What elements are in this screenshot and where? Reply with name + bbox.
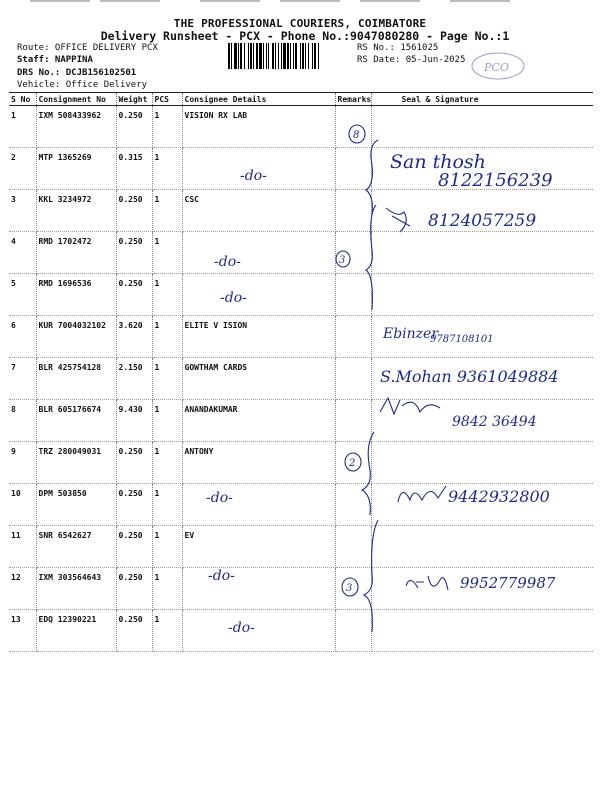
cell-consignment: EDQ 12390221 xyxy=(36,610,116,652)
cell-sno: 13 xyxy=(9,610,36,652)
cell-weight: 0.250 xyxy=(116,484,152,526)
cell-sno: 5 xyxy=(9,274,36,316)
ditto-row-12: -do- xyxy=(208,568,235,584)
sig-7: S.Mohan 9361049884 xyxy=(380,367,559,386)
table-header-row xyxy=(9,93,593,106)
table-row xyxy=(9,400,593,442)
col-sno: S No xyxy=(9,93,36,106)
table-row xyxy=(9,358,593,400)
cell-remarks xyxy=(335,610,371,652)
barcode-bar xyxy=(238,43,239,69)
cell-signature xyxy=(371,568,593,610)
cell-weight: 2.150 xyxy=(116,358,152,400)
cell-sno: 11 xyxy=(9,526,36,568)
cell-consignee xyxy=(182,274,335,316)
barcode-bar xyxy=(244,43,245,69)
cell-signature xyxy=(371,106,593,148)
table-row xyxy=(9,148,593,190)
col-consignment: Consignment No xyxy=(36,93,116,106)
barcode-bar xyxy=(250,43,252,69)
sig-6-name: Ebinzer xyxy=(383,326,439,342)
cell-pcs: 1 xyxy=(152,148,182,190)
barcode-bar xyxy=(281,43,282,69)
barcode-bar xyxy=(268,43,269,69)
table-row xyxy=(9,190,593,232)
remark-4: 3 xyxy=(339,255,346,266)
cell-signature xyxy=(371,190,593,232)
barcode-bar xyxy=(256,43,258,69)
table-row xyxy=(9,442,593,484)
cell-signature xyxy=(371,484,593,526)
cell-consignment: TRZ 280049031 xyxy=(36,442,116,484)
cell-signature xyxy=(371,316,593,358)
cell-sno: 9 xyxy=(9,442,36,484)
cell-consignment: RMD 1702472 xyxy=(36,232,116,274)
remark-12: 3 xyxy=(346,583,353,594)
barcode-bar xyxy=(259,43,262,69)
cell-remarks xyxy=(335,358,371,400)
drs-label: DRS No.: DCJB156102501 xyxy=(17,68,137,78)
cell-pcs: 1 xyxy=(152,526,182,568)
barcode-bar xyxy=(228,43,230,69)
barcode-bar xyxy=(278,43,279,69)
scan-top-marks xyxy=(30,0,550,6)
barcode-bar xyxy=(293,43,294,69)
staff-label: Staff: NAPPINA xyxy=(17,55,93,65)
cell-weight: 0.250 xyxy=(116,106,152,148)
cell-remarks xyxy=(335,274,371,316)
table-row xyxy=(9,526,593,568)
cell-consignee: ELITE V ISION xyxy=(182,316,335,358)
cell-pcs: 1 xyxy=(152,274,182,316)
cell-consignee: ANTONY xyxy=(182,442,335,484)
cell-consignee: GOWTHAM CARDS xyxy=(182,358,335,400)
rs-date: RS Date: 05-Jun-2025 xyxy=(357,55,466,65)
remark-1: 8 xyxy=(353,130,360,141)
cell-remarks xyxy=(335,526,371,568)
barcode-bar xyxy=(305,43,306,69)
vehicle-label: Vehicle: Office Delivery xyxy=(17,80,148,90)
cell-signature xyxy=(371,274,593,316)
ditto-row-4: -do- xyxy=(214,254,241,270)
table-row xyxy=(9,316,593,358)
barcode-bar xyxy=(240,43,242,69)
barcode-bar xyxy=(302,43,304,69)
cell-sno: 10 xyxy=(9,484,36,526)
ditto-row-10: -do- xyxy=(206,490,233,506)
cell-remarks xyxy=(335,106,371,148)
cell-weight: 0.250 xyxy=(116,190,152,232)
cell-sno: 8 xyxy=(9,400,36,442)
cell-remarks xyxy=(335,400,371,442)
cell-signature xyxy=(371,526,593,568)
cell-consignment: BLR 425754128 xyxy=(36,358,116,400)
sig-6-phone: 9787108101 xyxy=(430,334,494,345)
table-row xyxy=(9,568,593,610)
cell-weight: 0.250 xyxy=(116,568,152,610)
barcode-bar xyxy=(263,43,264,69)
cell-sno: 6 xyxy=(9,316,36,358)
cell-signature xyxy=(371,358,593,400)
cell-signature xyxy=(371,400,593,442)
barcode-bar xyxy=(295,43,297,69)
cell-signature xyxy=(371,610,593,652)
barcode-bar xyxy=(266,43,267,69)
cell-pcs: 1 xyxy=(152,610,182,652)
cell-weight: 0.250 xyxy=(116,442,152,484)
cell-pcs: 1 xyxy=(152,568,182,610)
cell-consignment: IXM 303564643 xyxy=(36,568,116,610)
table-row xyxy=(9,610,593,652)
cell-consignee: CSC xyxy=(182,190,335,232)
col-remarks: Remarks xyxy=(335,93,371,106)
barcode-bar xyxy=(290,43,291,69)
cell-consignment: MTP 1365269 xyxy=(36,148,116,190)
barcode-bar xyxy=(231,43,232,69)
cell-consignment: BLR 605176674 xyxy=(36,400,116,442)
company-title: THE PROFESSIONAL COURIERS, COIMBATORE xyxy=(173,17,427,30)
cell-consignee xyxy=(182,610,335,652)
cell-remarks xyxy=(335,442,371,484)
cell-consignment: SNR 6542627 xyxy=(36,526,116,568)
cell-remarks xyxy=(335,484,371,526)
barcode-bar xyxy=(272,43,274,69)
barcode-bar xyxy=(253,43,254,69)
cell-consignee xyxy=(182,148,335,190)
col-consignee: Consignee Details xyxy=(182,93,335,106)
cell-consignee xyxy=(182,568,335,610)
cell-remarks xyxy=(335,190,371,232)
cell-consignment: KUR 7004032102 xyxy=(36,316,116,358)
cell-weight: 0.315 xyxy=(116,148,152,190)
barcode-bar xyxy=(287,43,289,69)
barcode-bar xyxy=(248,43,249,69)
cell-consignment: IXM 508433962 xyxy=(36,106,116,148)
cell-weight: 0.250 xyxy=(116,526,152,568)
cell-weight: 3.620 xyxy=(116,316,152,358)
cell-consignee xyxy=(182,484,335,526)
col-signature: Seal & Signature xyxy=(371,93,593,106)
cell-weight: 0.250 xyxy=(116,232,152,274)
remark-9: 2 xyxy=(349,458,356,469)
cell-remarks xyxy=(335,232,371,274)
route-label: Route: OFFICE DELIVERY PCX xyxy=(17,43,158,53)
col-weight: Weight xyxy=(116,93,152,106)
cell-pcs: 1 xyxy=(152,232,182,274)
ditto-row-2: -do- xyxy=(240,168,267,184)
cell-remarks xyxy=(335,316,371,358)
table-row xyxy=(9,232,593,274)
cell-pcs: 1 xyxy=(152,316,182,358)
cell-signature xyxy=(371,232,593,274)
cell-consignee: EV xyxy=(182,526,335,568)
cell-pcs: 1 xyxy=(152,400,182,442)
col-pcs: PCS xyxy=(152,93,182,106)
cell-weight: 9.430 xyxy=(116,400,152,442)
table-row xyxy=(9,106,593,148)
sig-12-phone: 9952779987 xyxy=(460,574,556,592)
sig-10-phone: 9442932800 xyxy=(448,487,550,506)
ditto-row-5: -do- xyxy=(220,290,247,306)
cell-weight: 0.250 xyxy=(116,274,152,316)
runsheet-title: Delivery Runsheet - PCX - Phone No.:9047080280 - Page No.:1 xyxy=(100,29,510,43)
cell-pcs: 1 xyxy=(152,358,182,400)
table-row xyxy=(9,274,593,316)
barcode-bar xyxy=(275,43,276,69)
cell-pcs: 1 xyxy=(152,190,182,232)
sig-2-name: San thosh xyxy=(390,151,486,173)
cell-pcs: 1 xyxy=(152,484,182,526)
sig-2-phone: 8122156239 xyxy=(438,170,553,191)
cell-pcs: 1 xyxy=(152,106,182,148)
cell-signature xyxy=(371,148,593,190)
barcode-bar xyxy=(283,43,286,69)
cell-pcs: 1 xyxy=(152,442,182,484)
office-stamp xyxy=(468,50,526,82)
cell-weight: 0.250 xyxy=(116,610,152,652)
cell-consignee xyxy=(182,232,335,274)
cell-consignment: KKL 3234972 xyxy=(36,190,116,232)
barcode-bar xyxy=(312,43,313,69)
rs-number: RS No.: 1561025 xyxy=(357,43,439,53)
cell-sno: 1 xyxy=(9,106,36,148)
sig-3-phone: 8124057259 xyxy=(428,211,537,231)
runsheet-table xyxy=(9,92,593,652)
stamp-text: PCO xyxy=(484,61,509,74)
barcode-bar xyxy=(234,43,237,69)
barcode-bar xyxy=(308,43,309,69)
cell-sno: 3 xyxy=(9,190,36,232)
cell-consignee: ANANDAKUMAR xyxy=(182,400,335,442)
cell-sno: 7 xyxy=(9,358,36,400)
barcode-bar xyxy=(318,43,319,69)
sig-8-phone: 9842 36494 xyxy=(452,414,537,430)
cell-sno: 2 xyxy=(9,148,36,190)
cell-remarks xyxy=(335,568,371,610)
table-row xyxy=(9,484,593,526)
cell-sno: 12 xyxy=(9,568,36,610)
barcode xyxy=(228,43,352,69)
cell-sno: 4 xyxy=(9,232,36,274)
barcode-bar xyxy=(314,43,316,69)
cell-consignment: DPM 503850 xyxy=(36,484,116,526)
ditto-row-13: -do- xyxy=(228,620,255,636)
cell-consignment: RMD 1696536 xyxy=(36,274,116,316)
barcode-bar xyxy=(300,43,301,69)
cell-signature xyxy=(371,442,593,484)
cell-consignee: VISION RX LAB xyxy=(182,106,335,148)
cell-remarks xyxy=(335,148,371,190)
